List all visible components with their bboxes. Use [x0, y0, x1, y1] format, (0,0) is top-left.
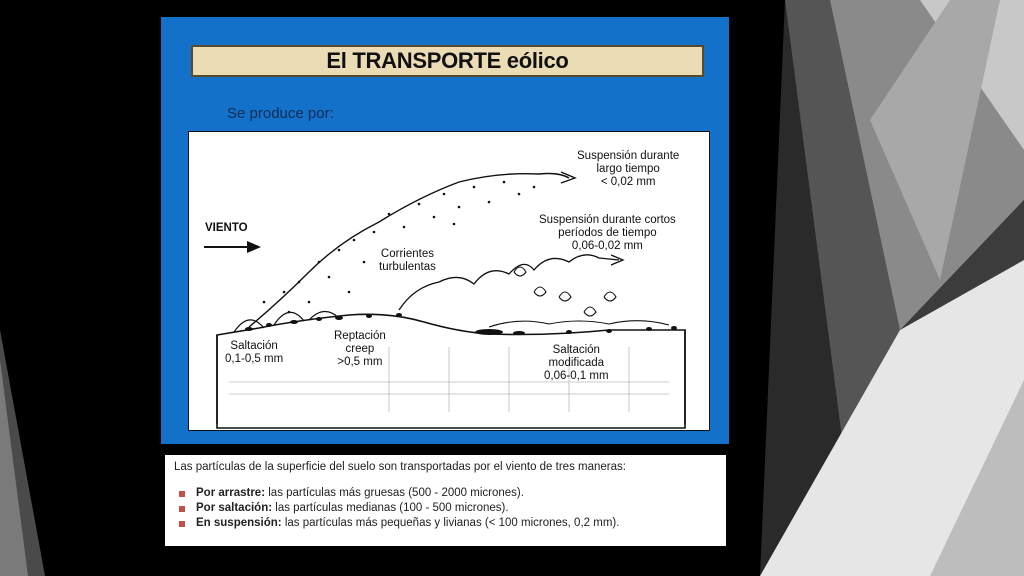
label-viento: VIENTO: [205, 222, 248, 234]
label-reptacion: Reptación creep >0,5 mm: [334, 330, 386, 368]
caption-text: Las partículas de la superficie del suelo son transportadas por el viento de tres maneras:: [174, 461, 626, 473]
label-corrientes: Corrientes turbulentas: [379, 248, 436, 273]
wind-transport-diagram: [188, 131, 710, 431]
bullet-icon: [179, 521, 185, 527]
label-suspension-short: Suspensión durante cortos períodos de tiempo 0,06-0,02 mm: [539, 214, 676, 252]
list-item: [174, 516, 722, 531]
mode-label: Por saltación:: [196, 502, 273, 514]
bullet-icon: [179, 506, 185, 512]
slide-subtitle: Se produce por:: [227, 105, 334, 122]
label-saltacion: Saltación 0,1-0,5 mm: [225, 340, 284, 365]
wind-arrow-head: [247, 241, 261, 253]
slide-panel: [161, 17, 729, 444]
caption-box: [165, 455, 726, 546]
soil-surface: [217, 314, 685, 428]
bullet-icon: [179, 491, 185, 497]
label-saltacion-modificada: Saltación modificada 0,06-0,1 mm: [544, 344, 609, 382]
list-item: [174, 486, 722, 501]
mode-label: Por arrastre:: [196, 487, 266, 499]
label-suspension-long: Suspensión durante largo tiempo < 0,02 mm: [577, 150, 680, 188]
modified-saltation-path: [489, 321, 669, 327]
dust-particles: [263, 181, 536, 314]
mode-description: las partículas más pequeñas y livianas (< 100 micrones, 0,2 mm).: [281, 517, 620, 529]
list-item: [174, 501, 722, 516]
mode-description: las partículas medianas (100 - 500 micrones).: [272, 502, 509, 514]
title-banner: [191, 45, 704, 77]
transport-modes-list: [174, 486, 722, 531]
mode-label: En suspensión:: [196, 517, 282, 529]
slide-title: El TRANSPORTE eólico: [326, 48, 569, 73]
turbulence-loops: [514, 267, 616, 316]
mode-description: las partículas más gruesas (500 - 2000 micrones).: [265, 487, 524, 499]
